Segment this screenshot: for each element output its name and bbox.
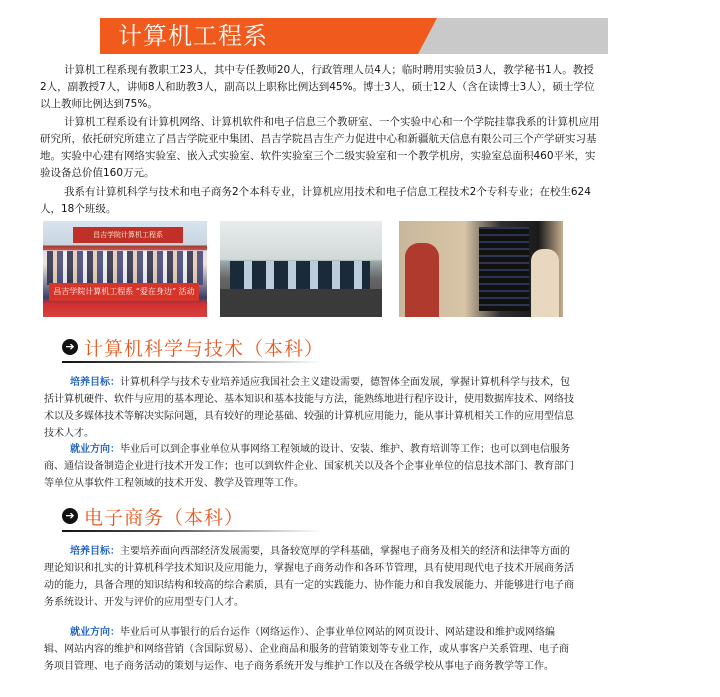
arrow-right-icon: ➔ [62,339,78,355]
ec-career-label: 就业方向： [70,627,120,638]
section-underline [62,361,322,363]
photo-computer-lab [220,221,382,317]
photo-strip [43,221,565,317]
cs-career-label: 就业方向： [70,444,120,455]
cs-goal-label: 培养目标： [70,377,120,388]
ec-career-text: 毕业后可从事银行的后台运作（网络运作）、企事业单位网站的网页设计、网站建设和维护或网络编辑、网站内容的维护和网络营销（含国际贸易）、企业商品和服务的营销策划等专业工作，或从事客户关系管理、电子商务项目管理、电子商务活动的策划与运作、电子商务系统开发与维护工作以及在各级学校从事电子商务教学等工作。 [44,627,569,672]
photo-server-room [399,221,563,317]
photo-banner-bottom: 昌吉学院计算机工程系 “爱在身边” 活动 [49,283,199,301]
arrow-right-icon: ➔ [62,508,78,524]
intro-paragraph-majors: 我系有计算机科学与技术和电子商务2个本科专业，计算机应用技术和电子信息工程技术2个专科专业；在校生624人，18个班级。 [40,186,591,215]
cs-goal-text: 计算机科学与技术专业培养适应我国社会主义建设需要，德智体全面发展，掌握计算机科学与技术，包括计算机硬件、软件与应用的基本理论、基本知识和基本技能与方法，能熟练地进行程序设计，使用数据库技术、网络技术以及多媒体技术等解决实际问题，具有较好的理论基础、较强的计算机应用能力，能从事计算机相关工作的应用型信息技术人才。 [44,377,574,439]
section-underline [62,530,322,532]
header-gray-bar [418,18,608,54]
ec-career-block [44,624,574,675]
intro-paragraph-labs: 计算机工程系设有计算机网络、计算机软件和电子信息三个教研室、一个实验中心和一个学院挂靠我系的计算机应用研究所，依托研究所建立了昌吉学院亚中集团、昌吉学院昌吉生产力促进中心和新疆航天信息有限公司三个产学研实习基地。实验中心建有网络实验室、嵌入式实验室、软件实验室三个二级实验室和一个教学机房，实验室总面积460平米，实验设备总价值160万元。 [40,116,600,179]
page-header [100,18,608,54]
photo-student-group [43,221,207,317]
ec-goal-text: 主要培养面向西部经济发展需要，具备较宽厚的学科基础，掌握电子商务及相关的经济和法律等方面的理论知识和扎实的计算机科学技术知识及应用能力，掌握电子商务动作和各环节管理，具有使用现代电子技术开展商务活动的能力，具备合理的知识结构和较高的综合素质，具有一定的实践能力、协作能力和自我发展能力、并能够进行电子商务系统设计、开发与评价的应用型专门人才。 [44,546,574,608]
cs-goal-block [44,374,574,442]
cs-career-text: 毕业后可以到企事业单位从事网络工程领域的设计、安装、维护、教育培训等工作；也可以到电信服务商、通信设备制造企业进行技术开发工作；也可以到软件企业、国家机关以及各个企事业单位的信息技术部门、教育部门等单位从事软件工程领域的技术开发、教学及管理等工作。 [44,444,574,489]
ec-goal-label: 培养目标： [70,546,120,557]
intro-paragraph-staff: 计算机工程系现有教职工23人，其中专任教师20人，行政管理人员4人；临时聘用实验员3人，教学秘书1人。教授2人，副教授7人，讲师8人和助教3人，副高以上职称比例达到45%。博士3人，硕士12人（含在读博士3人），硕士学位以上教师比例达到75%。 [40,64,595,110]
section-title-cs: 计算机科学与技术（本科） [84,338,325,360]
section-title-ecommerce: 电子商务（本科） [84,507,245,529]
ec-goal-block [44,543,574,611]
cs-career-block [44,441,574,492]
page-title: 计算机工程系 [118,22,268,50]
photo-banner-top: 昌吉学院计算机工程系 [73,227,183,243]
